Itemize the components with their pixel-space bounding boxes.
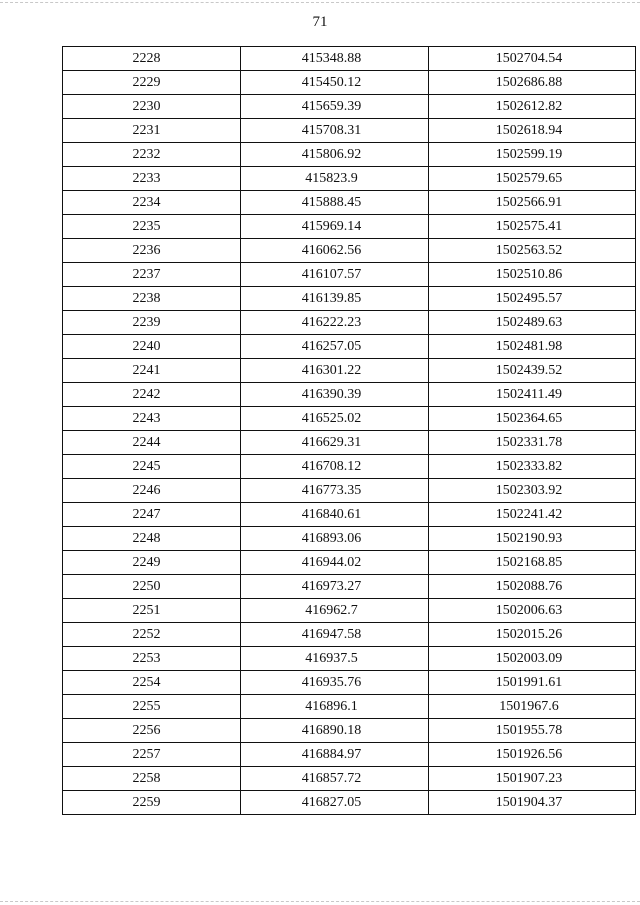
table-row: [63, 239, 636, 263]
point-number-cell: 2234: [63, 191, 241, 215]
x-coordinate-cell: 416257.05: [241, 335, 429, 359]
table-row: [63, 263, 636, 287]
table-row: [63, 791, 636, 815]
table-row: [63, 47, 636, 71]
scan-fold-line-top: [0, 2, 640, 3]
x-coordinate-cell: 416947.58: [241, 623, 429, 647]
x-coordinate-cell: 416773.35: [241, 479, 429, 503]
point-number-cell: 2248: [63, 527, 241, 551]
point-number-cell: 2253: [63, 647, 241, 671]
x-coordinate-cell: 416827.05: [241, 791, 429, 815]
point-number-cell: 2239: [63, 311, 241, 335]
table-row: [63, 455, 636, 479]
y-coordinate-cell: 1502510.86: [429, 263, 636, 287]
point-number-cell: 2251: [63, 599, 241, 623]
point-number-cell: 2246: [63, 479, 241, 503]
table-row: [63, 695, 636, 719]
point-number-cell: 2259: [63, 791, 241, 815]
point-number-cell: 2231: [63, 119, 241, 143]
table-row: [63, 311, 636, 335]
y-coordinate-cell: 1502190.93: [429, 527, 636, 551]
point-number-cell: 2249: [63, 551, 241, 575]
point-number-cell: 2244: [63, 431, 241, 455]
table-row: [63, 71, 636, 95]
x-coordinate-cell: 416937.5: [241, 647, 429, 671]
y-coordinate-cell: 1502489.63: [429, 311, 636, 335]
x-coordinate-cell: 416890.18: [241, 719, 429, 743]
point-number-cell: 2245: [63, 455, 241, 479]
table-row: [63, 95, 636, 119]
point-number-cell: 2258: [63, 767, 241, 791]
table-row: [63, 551, 636, 575]
x-coordinate-cell: 416139.85: [241, 287, 429, 311]
y-coordinate-cell: 1502599.19: [429, 143, 636, 167]
y-coordinate-cell: 1502006.63: [429, 599, 636, 623]
y-coordinate-cell: 1502168.85: [429, 551, 636, 575]
table-row: [63, 479, 636, 503]
y-coordinate-cell: 1501907.23: [429, 767, 636, 791]
y-coordinate-cell: 1502481.98: [429, 335, 636, 359]
scan-fold-line-bottom: [0, 901, 640, 902]
table-row: [63, 359, 636, 383]
x-coordinate-cell: 415806.92: [241, 143, 429, 167]
point-number-cell: 2254: [63, 671, 241, 695]
x-coordinate-cell: 415823.9: [241, 167, 429, 191]
point-number-cell: 2252: [63, 623, 241, 647]
table-row: [63, 335, 636, 359]
point-number-cell: 2236: [63, 239, 241, 263]
point-number-cell: 2247: [63, 503, 241, 527]
y-coordinate-cell: 1502331.78: [429, 431, 636, 455]
point-number-cell: 2238: [63, 287, 241, 311]
y-coordinate-cell: 1502612.82: [429, 95, 636, 119]
table-row: [63, 767, 636, 791]
point-number-cell: 2255: [63, 695, 241, 719]
point-number-cell: 2257: [63, 743, 241, 767]
point-number-cell: 2233: [63, 167, 241, 191]
point-number-cell: 2235: [63, 215, 241, 239]
y-coordinate-cell: 1502579.65: [429, 167, 636, 191]
x-coordinate-cell: 415450.12: [241, 71, 429, 95]
x-coordinate-cell: 416629.31: [241, 431, 429, 455]
table-row: [63, 599, 636, 623]
y-coordinate-cell: 1502563.52: [429, 239, 636, 263]
table-row: [63, 431, 636, 455]
x-coordinate-cell: 416896.1: [241, 695, 429, 719]
table-row: [63, 719, 636, 743]
y-coordinate-cell: 1501955.78: [429, 719, 636, 743]
y-coordinate-cell: 1501991.61: [429, 671, 636, 695]
table-row: [63, 119, 636, 143]
y-coordinate-cell: 1502015.26: [429, 623, 636, 647]
x-coordinate-cell: 416973.27: [241, 575, 429, 599]
table-row: [63, 743, 636, 767]
x-coordinate-cell: 416884.97: [241, 743, 429, 767]
y-coordinate-cell: 1502241.42: [429, 503, 636, 527]
x-coordinate-cell: 416062.56: [241, 239, 429, 263]
point-number-cell: 2237: [63, 263, 241, 287]
point-number-cell: 2228: [63, 47, 241, 71]
y-coordinate-cell: 1502411.49: [429, 383, 636, 407]
x-coordinate-cell: 416222.23: [241, 311, 429, 335]
x-coordinate-cell: 415659.39: [241, 95, 429, 119]
table-row: [63, 575, 636, 599]
y-coordinate-cell: 1502333.82: [429, 455, 636, 479]
table-row: [63, 503, 636, 527]
x-coordinate-cell: 416525.02: [241, 407, 429, 431]
x-coordinate-cell: 415708.31: [241, 119, 429, 143]
table-row: [63, 527, 636, 551]
y-coordinate-cell: 1501904.37: [429, 791, 636, 815]
y-coordinate-cell: 1501967.6: [429, 695, 636, 719]
x-coordinate-cell: 415888.45: [241, 191, 429, 215]
x-coordinate-cell: 416708.12: [241, 455, 429, 479]
x-coordinate-cell: 416857.72: [241, 767, 429, 791]
table-row: [63, 143, 636, 167]
y-coordinate-cell: 1502566.91: [429, 191, 636, 215]
y-coordinate-cell: 1502088.76: [429, 575, 636, 599]
point-number-cell: 2240: [63, 335, 241, 359]
coordinates-table-body: [63, 47, 636, 815]
x-coordinate-cell: 416935.76: [241, 671, 429, 695]
point-number-cell: 2232: [63, 143, 241, 167]
page-number: 71: [312, 14, 328, 30]
point-number-cell: 2242: [63, 383, 241, 407]
table-row: [63, 623, 636, 647]
x-coordinate-cell: 416893.06: [241, 527, 429, 551]
y-coordinate-cell: 1502003.09: [429, 647, 636, 671]
table-row: [63, 671, 636, 695]
y-coordinate-cell: 1501926.56: [429, 743, 636, 767]
table-row: [63, 167, 636, 191]
point-number-cell: 2230: [63, 95, 241, 119]
point-number-cell: 2250: [63, 575, 241, 599]
x-coordinate-cell: 415348.88: [241, 47, 429, 71]
y-coordinate-cell: 1502686.88: [429, 71, 636, 95]
x-coordinate-cell: 416840.61: [241, 503, 429, 527]
x-coordinate-cell: 416301.22: [241, 359, 429, 383]
x-coordinate-cell: 416944.02: [241, 551, 429, 575]
table-row: [63, 647, 636, 671]
x-coordinate-cell: 416962.7: [241, 599, 429, 623]
x-coordinate-cell: 416390.39: [241, 383, 429, 407]
x-coordinate-cell: 415969.14: [241, 215, 429, 239]
y-coordinate-cell: 1502439.52: [429, 359, 636, 383]
coordinates-table: [62, 46, 636, 815]
y-coordinate-cell: 1502303.92: [429, 479, 636, 503]
point-number-cell: 2229: [63, 71, 241, 95]
table-row: [63, 191, 636, 215]
point-number-cell: 2241: [63, 359, 241, 383]
y-coordinate-cell: 1502495.57: [429, 287, 636, 311]
x-coordinate-cell: 416107.57: [241, 263, 429, 287]
table-row: [63, 383, 636, 407]
y-coordinate-cell: 1502618.94: [429, 119, 636, 143]
y-coordinate-cell: 1502575.41: [429, 215, 636, 239]
point-number-cell: 2256: [63, 719, 241, 743]
table-row: [63, 215, 636, 239]
table-row: [63, 407, 636, 431]
y-coordinate-cell: 1502704.54: [429, 47, 636, 71]
y-coordinate-cell: 1502364.65: [429, 407, 636, 431]
table-row: [63, 287, 636, 311]
point-number-cell: 2243: [63, 407, 241, 431]
